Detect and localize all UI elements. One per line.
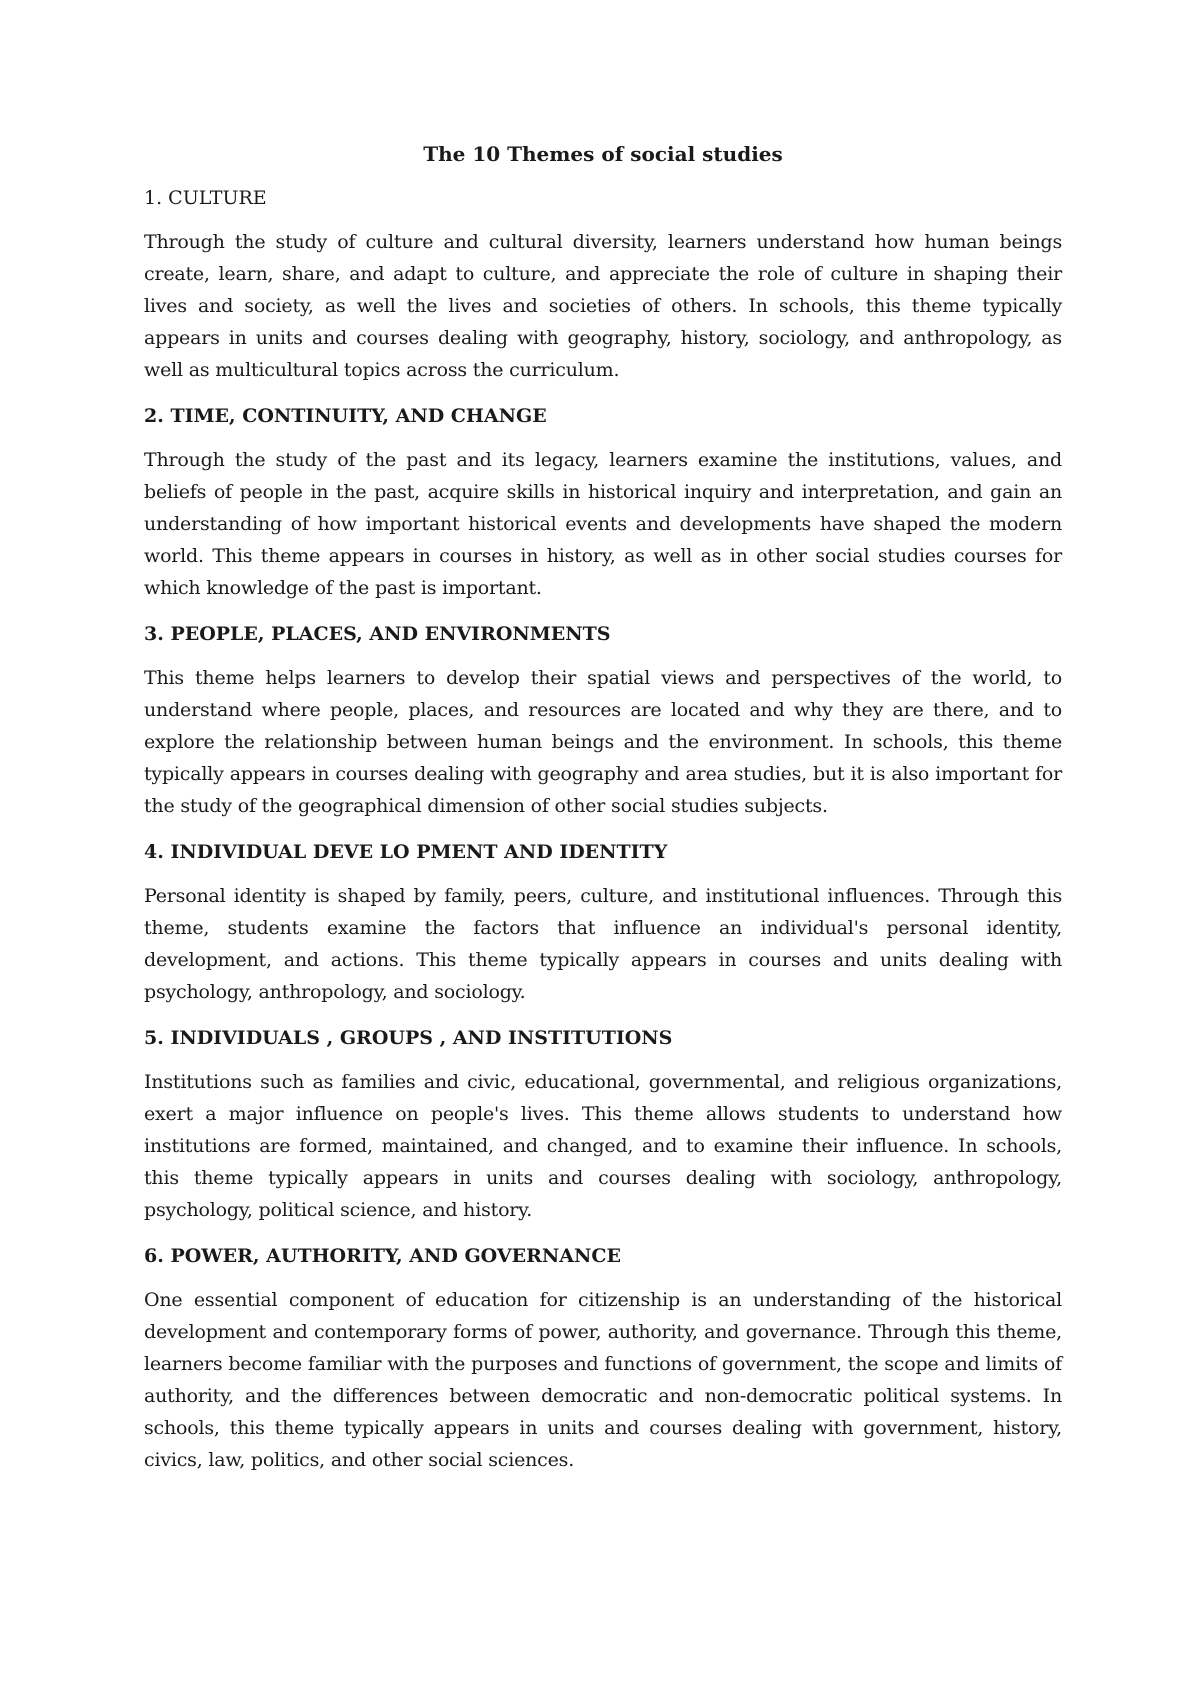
section-individual-development-identity: [144, 838, 1062, 1008]
section-people-places-environments: [144, 620, 1062, 822]
section-body: Institutions such as families and civic, educational, governmental, and religious organizations, exert a major influence on people's lives. This theme allows students to understand how institutions are formed, maintained, and changed, and to examine their influence. In schools, this theme typically appears in units and courses dealing with sociology, anthropology, psychology, political science, and history.: [144, 1071, 1062, 1221]
section-body: Through the study of culture and cultural diversity, learners understand how human beings create, learn, share, and adapt to culture, and appreciate the role of culture in shaping their lives and society, as well the lives and societies of others. In schools, this theme typically appears in units and courses dealing with geography, history, sociology, and anthropology, as well as multicultural topics across the curriculum.: [144, 231, 1062, 381]
section-individuals-groups-institutions: [144, 1024, 1062, 1226]
section-power-authority-governance: [144, 1242, 1062, 1476]
section-heading: 1. CULTURE: [144, 187, 267, 209]
section-heading: 6. POWER, AUTHORITY, AND GOVERNANCE: [144, 1245, 621, 1267]
section-heading: 4. INDIVIDUAL DEVE LO PMENT AND IDENTITY: [144, 841, 668, 863]
section-body: One essential component of education for citizenship is an understanding of the historical development and contemporary forms of power, authority, and governance. Through this theme, learners become familiar with the purposes and functions of government, the scope and limits of authority, and the differences between democratic and non-democratic political systems. In schools, this theme typically appears in units and courses dealing with government, history, civics, law, politics, and other social sciences.: [144, 1289, 1062, 1471]
section-body: Personal identity is shaped by family, peers, culture, and institutional influences. Through this theme, students examine the factors that influence an individual's personal identity, development, and actions. This theme typically appears in courses and units dealing with psychology, anthropology, and sociology.: [144, 885, 1062, 1003]
section-time-continuity-change: [144, 402, 1062, 604]
document-title: The 10 Themes of social studies: [423, 142, 783, 166]
section-body: Through the study of the past and its legacy, learners examine the institutions, values, and beliefs of people in the past, acquire skills in historical inquiry and interpretation, and gain an understanding of how important historical events and developments have shaped the modern world. This theme appears in courses in history, as well as in other social studies courses for which knowledge of the past is important.: [144, 449, 1062, 599]
section-heading: 2. TIME, CONTINUITY, AND CHANGE: [144, 405, 547, 427]
section-culture: [144, 184, 1062, 386]
document-page: [144, 140, 1062, 1492]
section-heading: 5. INDIVIDUALS , GROUPS , AND INSTITUTIONS: [144, 1027, 673, 1049]
section-body: This theme helps learners to develop their spatial views and perspectives of the world, to understand where people, places, and resources are located and why they are there, and to explore the relationship between human beings and the environment. In schools, this theme typically appears in courses dealing with geography and area studies, but it is also important for the study of the geographical dimension of other social studies subjects.: [144, 667, 1062, 817]
section-heading: 3. PEOPLE, PLACES, AND ENVIRONMENTS: [144, 623, 611, 645]
